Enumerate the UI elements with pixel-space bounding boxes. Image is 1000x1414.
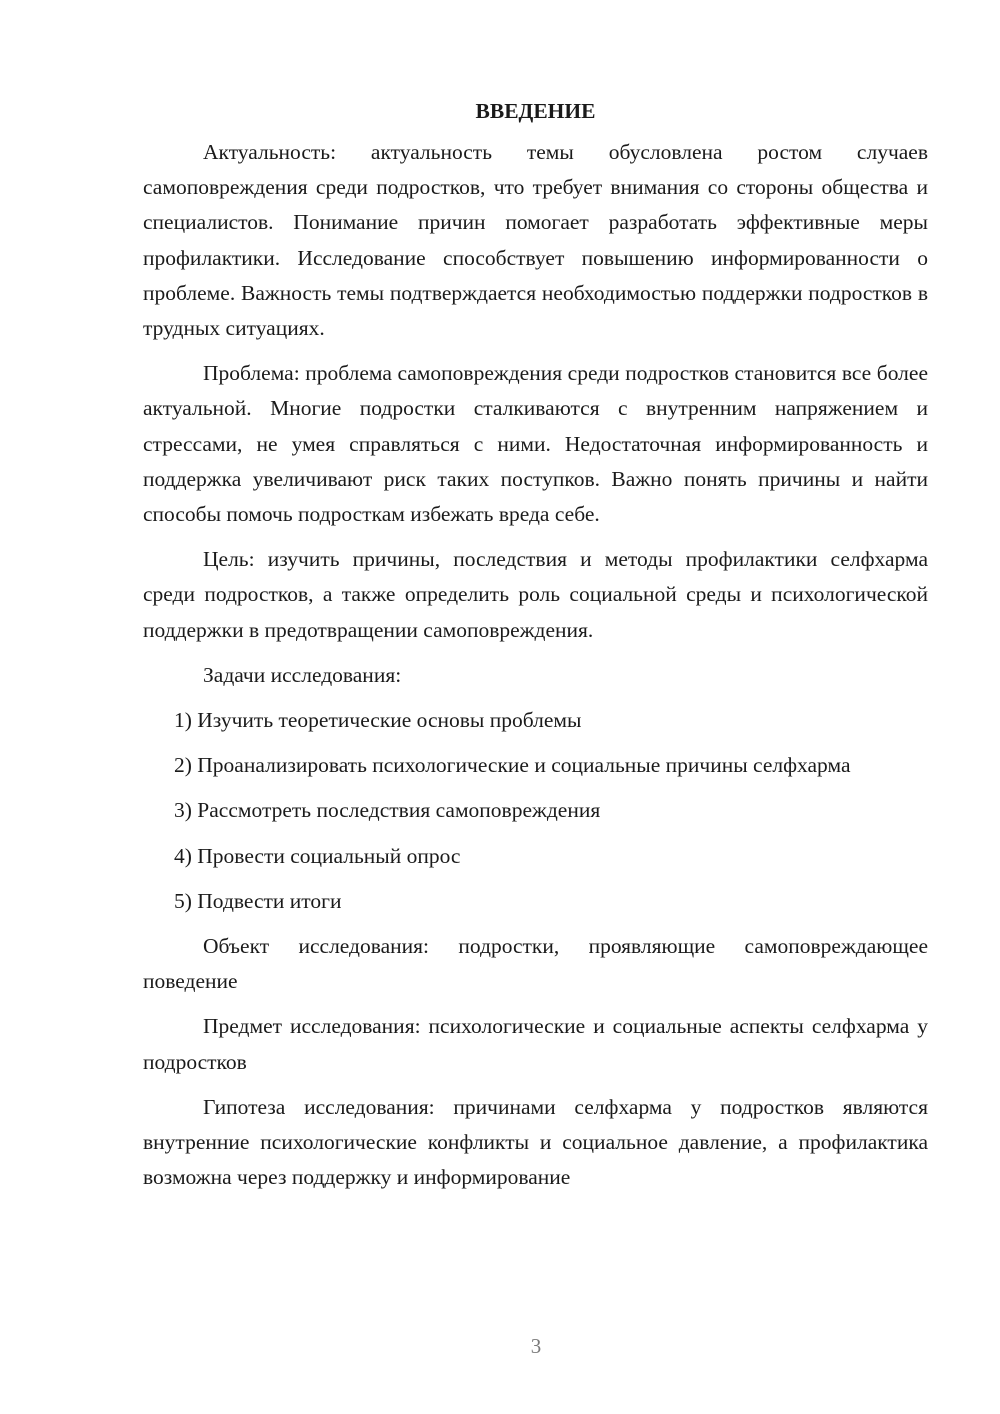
task-item-5: 5) Подвести итоги bbox=[174, 888, 342, 913]
paragraph-goal: Цель: изучить причины, последствия и методы профилактики селфхарма среди подростков, а также определить роль социальной среды и психологической поддержки в предотвращении самоповреждения. bbox=[143, 547, 928, 642]
page-number: 3 bbox=[530, 1334, 542, 1358]
paragraph-subject: Предмет исследования: психологические и социальные аспекты селфхарма у подростков bbox=[143, 1014, 928, 1074]
task-item-1: 1) Изучить теоретические основы проблемы bbox=[174, 708, 582, 733]
task-item-4: 4) Провести социальный опрос bbox=[174, 843, 461, 868]
task-item-2: 2) Проанализировать психологические и социальные причины селфхарма bbox=[174, 753, 851, 778]
paragraph-hypothesis: Гипотеза исследования: причинами селфхарма у подростков являются внутренние психологические конфликты и социальное давление, а профилактика возможна через поддержку и информирование bbox=[143, 1094, 928, 1190]
page-content bbox=[143, 96, 928, 1205]
page-title: ВВЕДЕНИЕ bbox=[475, 99, 596, 123]
paragraph-problem: Проблема: проблема самоповреждения среди подростков становится все более актуальной. Многие подростки сталкиваются с внутренним напряжением и стрессами, не умея справляться с ними. Недостаточная информированность и поддержка увеличивают риск таких поступков. Важно понять причины и найти способы помочь подросткам избежать вреда себе. bbox=[143, 361, 928, 527]
paragraph-relevance: Актуальность: актуальность темы обусловлена ростом случаев самоповреждения среди подростков, что требует внимания со стороны общества и специалистов. Понимание причин помогает разработать эффективные меры профилактики. Исследование способствует повышению информированности о проблеме. Важность темы подтверждается необходимостью поддержки подростков в трудных ситуациях. bbox=[143, 140, 928, 341]
task-item-3: 3) Рассмотреть последствия самоповреждения bbox=[174, 798, 601, 823]
paragraph-object: Объект исследования: подростки, проявляющие самоповреждающее поведение bbox=[143, 934, 928, 994]
tasks-heading: Задачи исследования: bbox=[203, 662, 402, 687]
